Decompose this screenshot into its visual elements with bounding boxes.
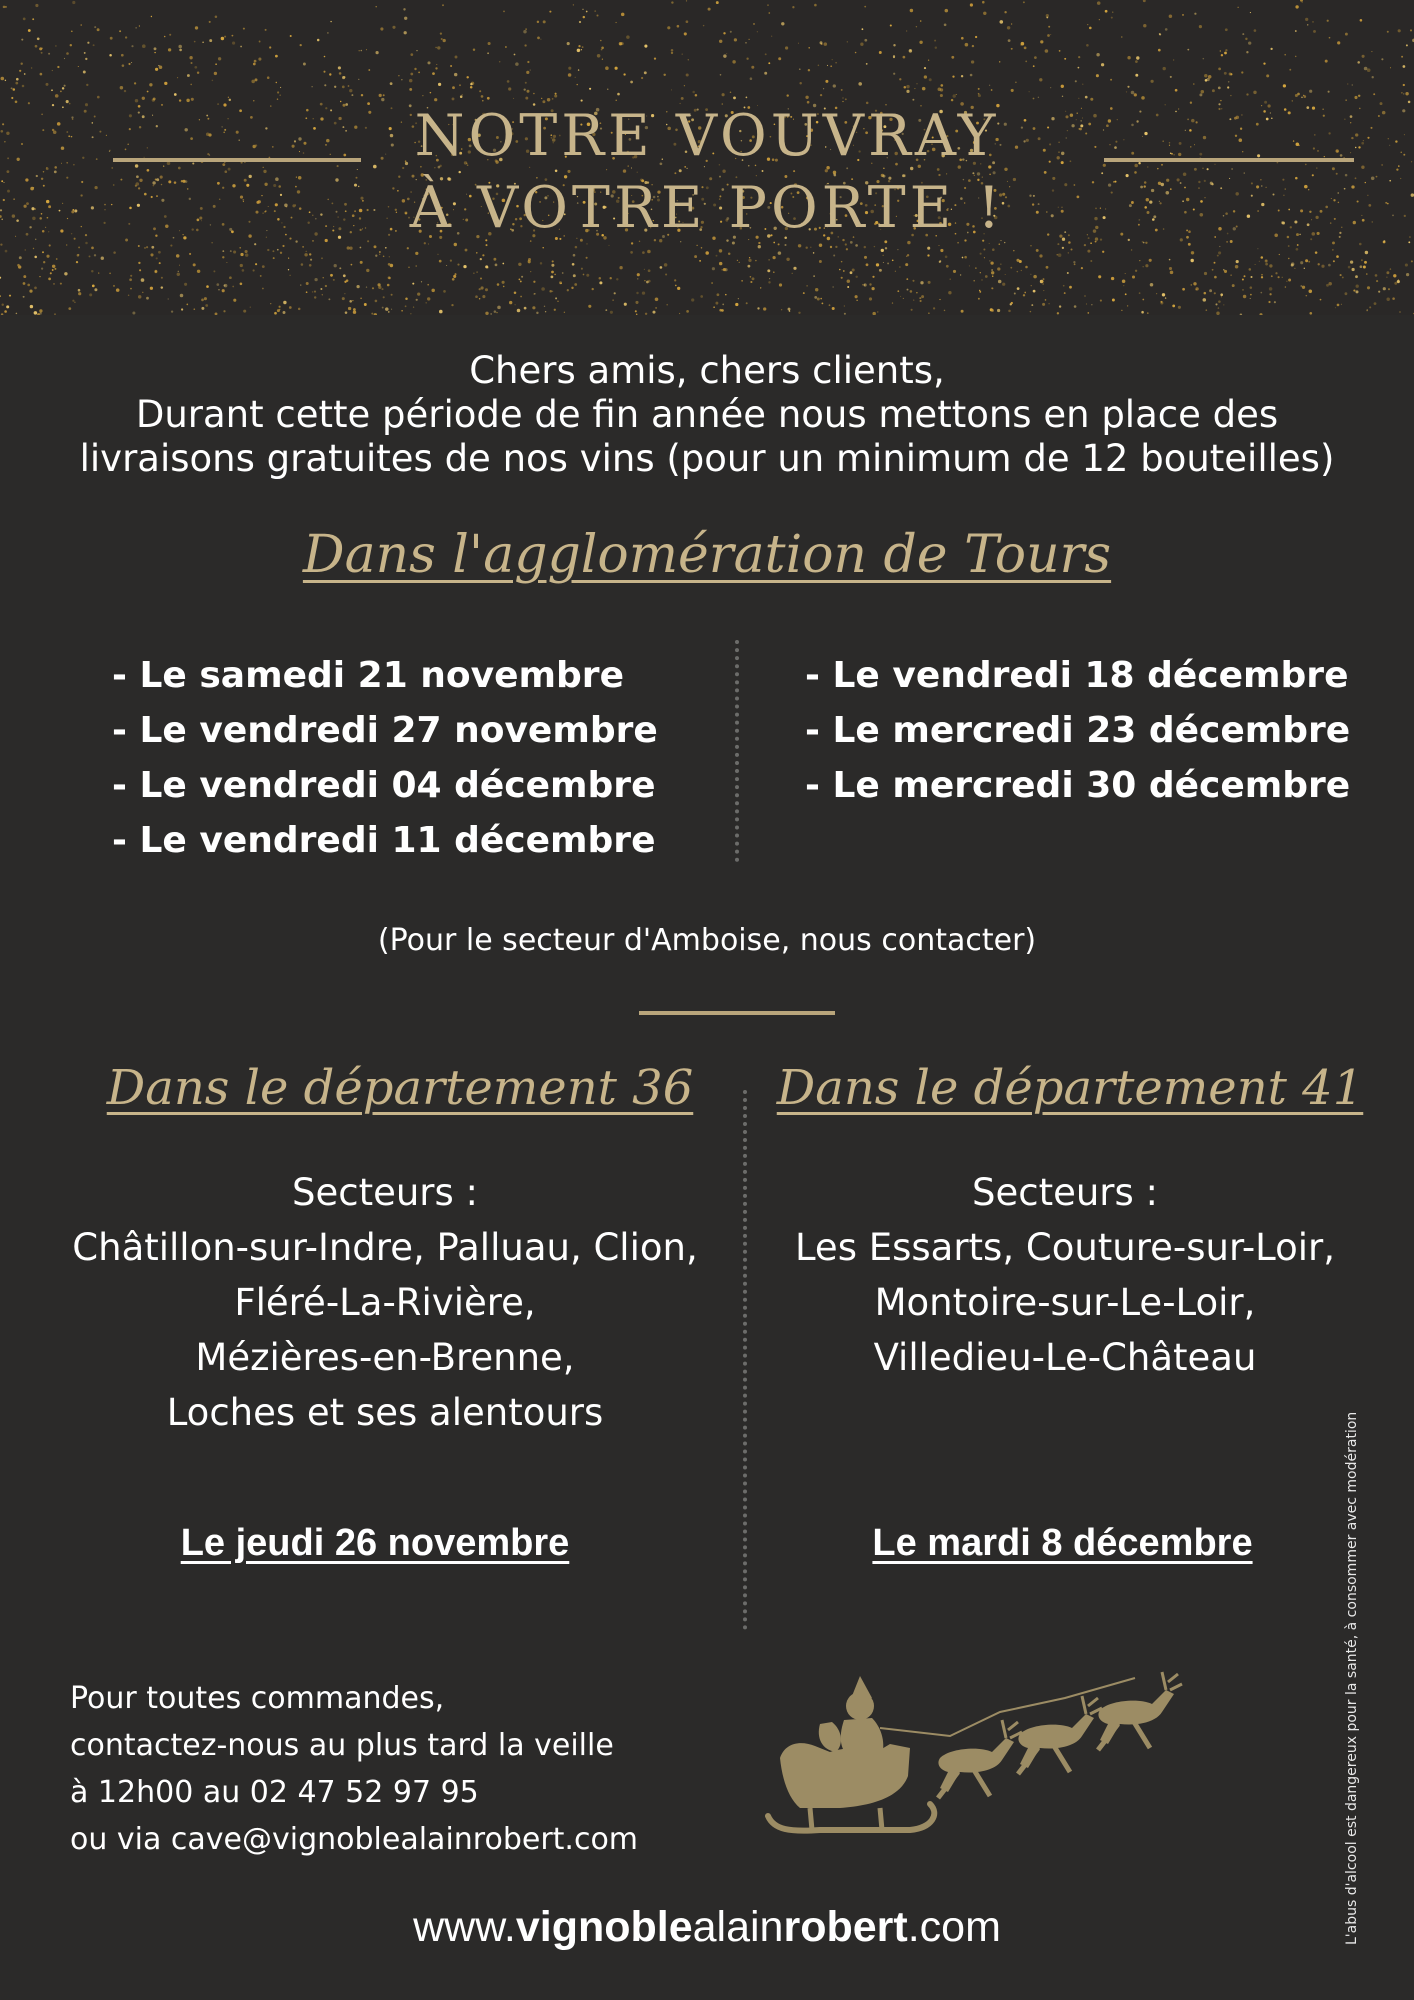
- sector-line: Châtillon-sur-Indre, Palluau, Clion,: [72, 1226, 698, 1269]
- intro-line-1: Chers amis, chers clients,: [469, 349, 945, 392]
- contact-line-2: contactez-nous au plus tard la veille: [70, 1728, 614, 1763]
- sector-line: Fléré-La-Rivière,: [234, 1281, 536, 1324]
- website-url[interactable]: [0, 1903, 1414, 1952]
- dept36-delivery-date: Le jeudi 26 novembre: [180, 1522, 570, 1564]
- banner-line-right: [1104, 158, 1354, 162]
- amboise-note: (Pour le secteur d'Amboise, nous contacter): [377, 923, 1037, 958]
- santa-sleigh-icon: [760, 1648, 1240, 1858]
- delivery-date: - Le vendredi 27 novembre: [112, 710, 658, 751]
- dept36-sectors: [40, 1165, 730, 1440]
- tours-dates-right: [805, 648, 1350, 813]
- sector-line: Mézières-en-Brenne,: [195, 1336, 575, 1379]
- banner-line-left: [113, 158, 361, 162]
- contact-info: [70, 1675, 638, 1863]
- dotted-divider-departments: [743, 1090, 747, 1630]
- sector-line: Les Essarts, Couture-sur-Loir,: [794, 1226, 1336, 1269]
- legal-warning: L'abus d'alcool est dangereux pour la santé, à consommer avec modération: [1344, 1411, 1360, 1945]
- sectors-label: Secteurs :: [291, 1171, 479, 1214]
- delivery-date: - Le samedi 21 novembre: [112, 655, 624, 696]
- header-banner: [0, 0, 1414, 315]
- dept41-heading: Dans le département 41: [776, 1060, 1364, 1116]
- url-part-robert: robert: [783, 1903, 908, 1951]
- section-divider: [639, 1011, 835, 1015]
- intro-text: [0, 349, 1414, 481]
- dotted-divider-tours: [735, 640, 739, 862]
- page-title: [357, 100, 1057, 244]
- contact-line-3: à 12h00 au 02 47 52 97 95: [70, 1775, 479, 1810]
- intro-line-3: livraisons gratuites de nos vins (pour un minimum de 12 bouteilles): [79, 437, 1335, 480]
- sectors-label: Secteurs :: [971, 1171, 1159, 1214]
- dept41-sectors: [770, 1165, 1360, 1385]
- title-line-1: NOTRE VOUVRAY: [414, 103, 1000, 169]
- url-part-alain: alain: [692, 1903, 784, 1951]
- delivery-date: - Le vendredi 04 décembre: [112, 765, 656, 806]
- delivery-date: - Le mercredi 30 décembre: [805, 765, 1351, 806]
- tours-heading: Dans l'agglomération de Tours: [302, 525, 1112, 585]
- delivery-date: - Le mercredi 23 décembre: [805, 710, 1351, 751]
- sector-line: Villedieu-Le-Château: [873, 1336, 1257, 1379]
- delivery-date: - Le vendredi 11 décembre: [112, 820, 656, 861]
- url-prefix: www.: [413, 1903, 516, 1951]
- tours-dates-left: [112, 648, 658, 868]
- url-suffix: .com: [907, 1903, 1001, 1951]
- dept41-delivery-date: Le mardi 8 décembre: [872, 1522, 1253, 1564]
- delivery-date: - Le vendredi 18 décembre: [805, 655, 1349, 696]
- sector-line: Loches et ses alentours: [166, 1391, 604, 1434]
- intro-line-2: Durant cette période de fin année nous mettons en place des: [135, 393, 1279, 436]
- sector-line: Montoire-sur-Le-Loir,: [874, 1281, 1256, 1324]
- title-line-2: À VOTRE PORTE !: [409, 175, 1005, 241]
- url-part-vignoble: vignoble: [515, 1903, 693, 1951]
- dept36-heading: Dans le département 36: [106, 1060, 694, 1116]
- contact-line-1: Pour toutes commandes,: [70, 1681, 445, 1716]
- contact-line-4: ou via cave@vignoblealainrobert.com: [70, 1822, 639, 1857]
